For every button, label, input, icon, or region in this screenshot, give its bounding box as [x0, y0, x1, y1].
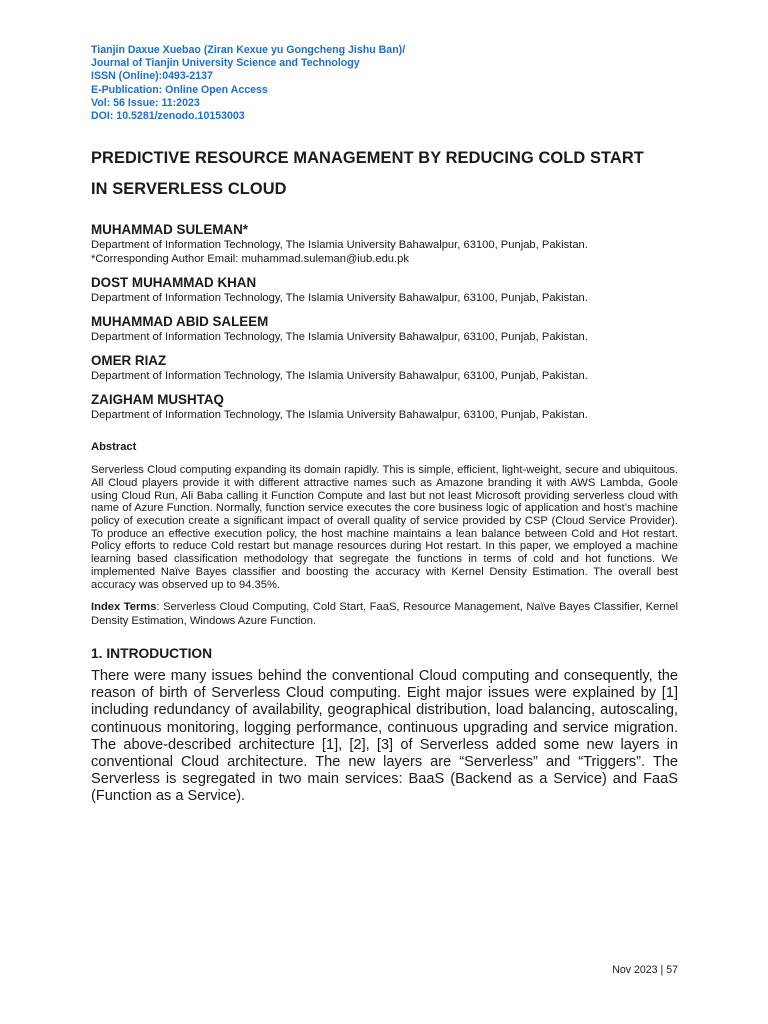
- author-name: MUHAMMAD ABID SALEEM: [91, 314, 269, 330]
- corresponding-author-email: *Corresponding Author Email: muhammad.suleman@iub.edu.pk: [91, 253, 409, 266]
- journal-name: Tianjin Daxue Xuebao (Ziran Kexue yu Gongcheng Jishu Ban)/: [91, 44, 406, 56]
- author-list: [91, 222, 678, 422]
- journal-issn: ISSN (Online):0493-2137: [91, 70, 213, 83]
- index-terms-label: Index Terms: [91, 601, 157, 614]
- journal-header: [91, 44, 678, 123]
- author-name: DOST MUHAMMAD KHAN: [91, 275, 257, 291]
- paper-title-line-1: PREDICTIVE RESOURCE MANAGEMENT BY REDUCING COLD START: [91, 149, 644, 168]
- author-name: MUHAMMAD SULEMAN*: [91, 222, 248, 238]
- index-terms-text: : Serverless Cloud Computing, Cold Start, FaaS, Resource Management, Naïve Bayes Classifier, Kernel Density Estimation, Windows Azure Function.: [91, 601, 678, 627]
- author-affiliation: Department of Information Technology, The Islamia University Bahawalpur, 63100, Punjab, Pakistan.: [91, 409, 588, 422]
- author-affiliation: Department of Information Technology, The Islamia University Bahawalpur, 63100, Punjab, Pakistan.: [91, 292, 588, 305]
- section-heading-introduction: 1. INTRODUCTION: [91, 646, 213, 662]
- abstract-heading: Abstract: [91, 441, 137, 454]
- paper-title: [91, 143, 678, 205]
- page-footer: Nov 2023 | 57: [612, 964, 678, 976]
- author-name: OMER RIAZ: [91, 353, 167, 369]
- author-name: ZAIGHAM MUSHTAQ: [91, 392, 224, 408]
- journal-english-name: Journal of Tianjin University Science and Technology: [91, 57, 360, 70]
- paper-page: [91, 44, 678, 805]
- journal-epublication: E-Publication: Online Open Access: [91, 83, 268, 96]
- index-terms: [91, 601, 678, 628]
- author-affiliation: Department of Information Technology, The Islamia University Bahawalpur, 63100, Punjab, Pakistan.: [91, 331, 588, 344]
- abstract-text: Serverless Cloud computing expanding its domain rapidly. This is simple, efficient, light-weight, secure and ubiquitous. All Cloud players provide it with different attractive names such as Amazone branding it with AWS Lambda, Goole using Cloud Run, Ali Baba calling it Function Compute and last but not least Microsoft providing serverless cloud with name of Azure Function. Normally, function service executes the core business logic of application and host’s machine policy of execution create a significant impact of overall quality of service provided by CSP (Cloud Service Provider). To produce an effective execution policy, the host machine maintains a lean balance between Cold and Hot restart. Policy efforts to reduce Cold restart but manage resources during Hot restart. In this paper, we employed a machine learning based classification methodology that segregate the functions in terms of cold and hot functions. We implemented Naïve Bayes classifier and boosting the accuracy with Kernel Density Estimation. The overall best accuracy was observed up to 94.35%.: [91, 464, 678, 591]
- author-affiliation: Department of Information Technology, The Islamia University Bahawalpur, 63100, Punjab, Pakistan.: [91, 239, 588, 252]
- journal-volume: Vol: 56 Issue: 11:2023: [91, 96, 200, 109]
- journal-doi: DOI: 10.5281/zenodo.10153003: [91, 110, 245, 123]
- author-affiliation: Department of Information Technology, The Islamia University Bahawalpur, 63100, Punjab, Pakistan.: [91, 370, 588, 383]
- introduction-paragraph: There were many issues behind the conventional Cloud computing and consequently, the reason of birth of Serverless Cloud computing. Eight major issues were explained by [1] including redundancy of availability, geographical distribution, load balancing, autoscaling, continuous monitoring, logging performance, continuous upgrading and service migration. The above-described architecture [1], [2], [3] of Serverless added some new layers in conventional Cloud architecture. The new layers are “Serverless” and “Triggers”. The Serverless is segregated in two main services: BaaS (Backend as a Service) and FaaS (Function as a Service).: [91, 668, 678, 804]
- paper-title-line-2: IN SERVERLESS CLOUD: [91, 180, 287, 199]
